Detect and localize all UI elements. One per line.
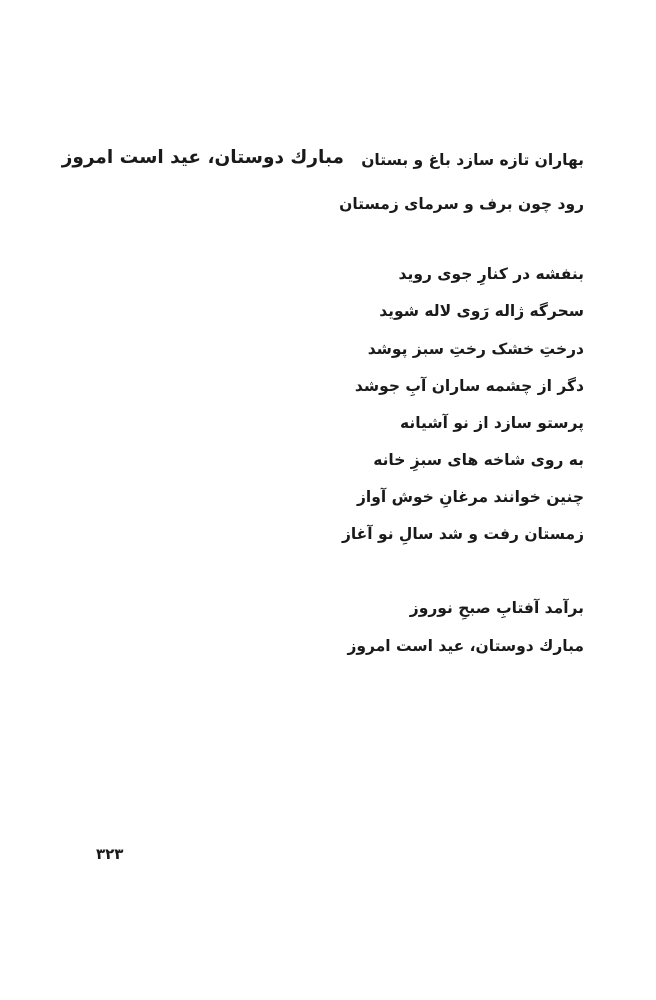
header-refrain: مبارك دوستان، عید است امروز	[61, 147, 344, 168]
header-first-line: بهاران تازه سازد باغ و بستان	[361, 151, 584, 169]
stanza-1-line-5: پرستو سازد از نو آشیانه	[400, 414, 584, 432]
stanza-1-line-2: سحرگه ژاله رَوی لاله شوید	[379, 302, 584, 320]
stanza-1-line-1: بنفشه در کنارِ جوی روید	[398, 265, 584, 283]
page-number: ۳۲۳	[96, 845, 124, 863]
stanza-1-line-6: به روی شاخه های سبزِ خانه	[373, 451, 584, 469]
stanza-1-line-4: دگر از چشمه ساران آبِ جوشد	[354, 377, 584, 395]
stanza-2-line-2: مبارك دوستان، عید است امروز	[347, 637, 584, 655]
header-second-line: رود چون برف و سرمای زمستان	[339, 195, 584, 213]
stanza-1-line-8: زمستان رفت و شد سالِ نو آغاز	[341, 525, 584, 543]
stanza-2-line-1: برآمد آفتابِ صبحِ نوروز	[409, 599, 584, 617]
stanza-1-line-3: درختِ خشک رختِ سبز پوشد	[367, 340, 584, 358]
stanza-1-line-7: چنین خوانند مرغانِ خوش آواز	[357, 488, 584, 506]
